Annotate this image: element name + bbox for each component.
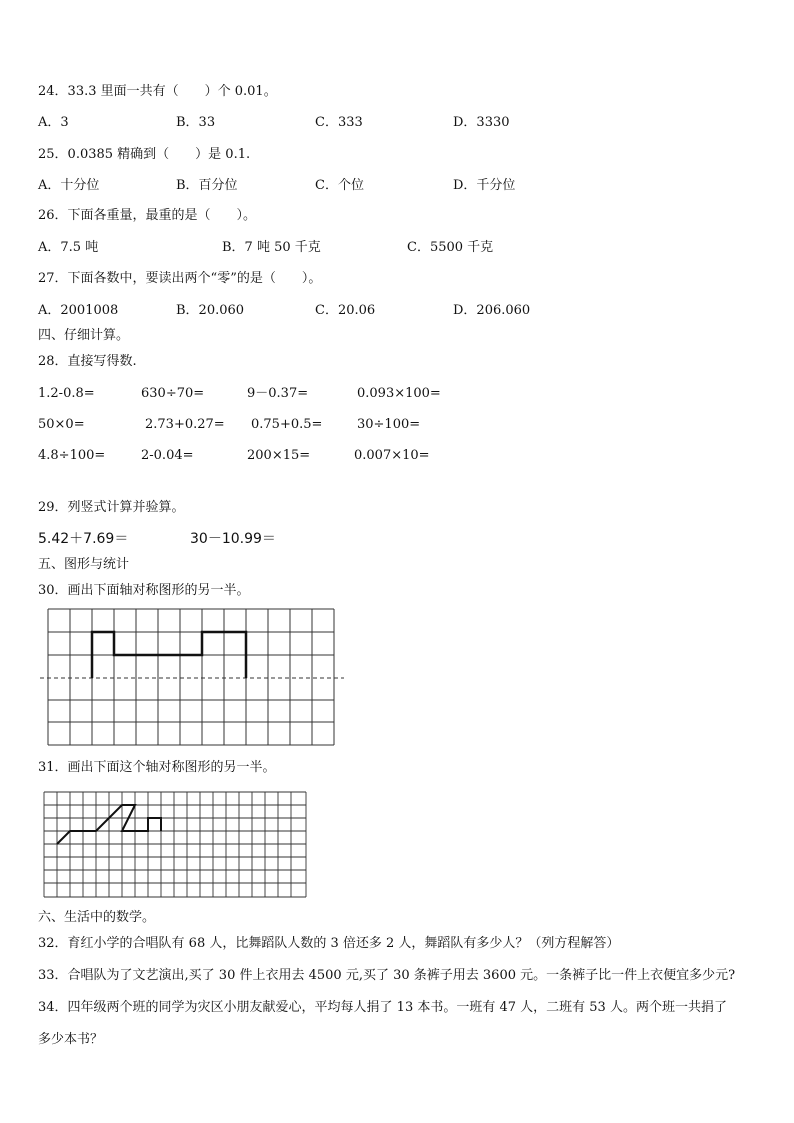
q29-stem: 29．列竖式计算并验算。 <box>38 500 185 515</box>
q28-item-10: 2-0.04= <box>141 448 194 463</box>
q28-item-3: 9－0.37= <box>247 386 309 401</box>
q25-option-a[interactable]: A．十分位 <box>38 178 100 193</box>
q25-option-b[interactable]: B．百分位 <box>176 178 238 193</box>
section-heading-calculation: 四、仔细计算。 <box>38 328 130 343</box>
q24-option-c[interactable]: C．333 <box>315 115 363 130</box>
q28-item-1: 1.2-0.8= <box>38 386 95 401</box>
q28-item-6: 2.73+0.27= <box>145 417 225 432</box>
section-heading-application: 六、生活中的数学。 <box>38 910 156 925</box>
q27-option-a[interactable]: A．2001008 <box>38 303 119 318</box>
q34-stem-line2: 多少本书？ <box>38 1032 104 1047</box>
q28-item-11: 200×15= <box>247 448 311 463</box>
q25-stem: 25．0.0385 精确到（ ）是 0.1. <box>38 147 251 162</box>
q28-item-2: 630÷70= <box>141 386 205 401</box>
q24-stem: 24．33.3 里面一共有（ ）个 0.01。 <box>38 84 277 99</box>
q24-option-b[interactable]: B．33 <box>176 115 216 130</box>
q26-option-a[interactable]: A．7.5 吨 <box>38 240 99 255</box>
q25-option-c[interactable]: C．个位 <box>315 178 364 193</box>
q31-stem: 31．画出下面这个轴对称图形的另一半。 <box>38 760 276 775</box>
q27-option-c[interactable]: C．20.06 <box>315 303 376 318</box>
q26-option-c[interactable]: C．5500 千克 <box>407 240 494 255</box>
q34-stem-line1: 34．四年级两个班的同学为灾区小朋友献爱心，平均每人捐了 13 本书。一班有 47 人，二班有 53 人。两个班一共捐了 <box>38 1000 727 1015</box>
q28-item-7: 0.75+0.5= <box>251 417 323 432</box>
q28-item-12: 0.007×10= <box>354 448 430 463</box>
q24-option-d[interactable]: D．3330 <box>453 115 510 130</box>
q28-item-8: 30÷100= <box>357 417 421 432</box>
q30-stem: 30．画出下面轴对称图形的另一半。 <box>38 583 250 598</box>
q26-stem: 26．下面各重量，最重的是（ ）。 <box>38 208 257 223</box>
q27-option-b[interactable]: B．20.060 <box>176 303 245 318</box>
q29-expression-2: 30－10.99＝ <box>190 531 276 547</box>
q29-expression-1: 5.42＋7.69＝ <box>38 531 129 547</box>
q33-stem: 33．合唱队为了文艺演出,买了 30 件上衣用去 4500 元,买了 30 条裤子用去 3600 元。一条裤子比一件上衣便宜多少元? <box>38 968 736 983</box>
section-heading-geometry: 五、图形与统计 <box>38 557 130 572</box>
q32-stem: 32．育红小学的合唱队有 68 人，比舞蹈队人数的 3 倍还多 2 人，舞蹈队有多少人？（列方程解答） <box>38 936 620 951</box>
q28-stem: 28．直接写得数. <box>38 354 137 369</box>
q26-option-b[interactable]: B．7 吨 50 千克 <box>222 240 321 255</box>
q28-item-5: 50×0= <box>38 417 85 432</box>
q25-option-d[interactable]: D．千分位 <box>453 178 516 193</box>
q27-stem: 27．下面各数中，要读出两个“零”的是（ ）。 <box>38 271 322 286</box>
q27-option-d[interactable]: D．206.060 <box>453 303 531 318</box>
q28-item-9: 4.8÷100= <box>38 448 106 463</box>
q24-option-a[interactable]: A．3 <box>38 115 69 130</box>
q28-item-4: 0.093×100= <box>357 386 441 401</box>
